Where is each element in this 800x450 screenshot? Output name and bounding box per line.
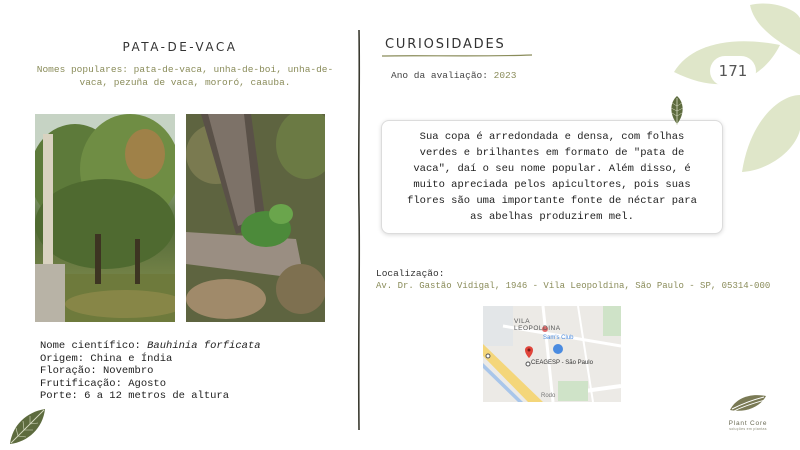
popular-names: Nomes populares: pata-de-vaca, unha-de-boi, unha-de-vaca, pezuña de vaca, mororó, caauba. bbox=[36, 64, 334, 88]
leaf-icon bbox=[668, 96, 686, 126]
decorative-leaves bbox=[670, 0, 800, 180]
tree-number-badge: 171 bbox=[710, 56, 756, 86]
curiosities-title: CURIOSIDADES bbox=[385, 37, 506, 52]
map-pin-label: CEAGESP - São Paulo bbox=[531, 360, 593, 366]
trunk-photo bbox=[186, 114, 325, 322]
curiosity-text: Sua copa é arredondada e densa, com folhas verdes e brilhantes em formato de "pata de vaca", daí o seu nome popular. Além disso, é muito apreciada pelos apicultores, pois suas flores são uma importante fonte de néctar para as abelhas produzirem mel. bbox=[407, 131, 697, 223]
flowering: Floração: Novembro bbox=[40, 365, 154, 377]
plant-title: PATA-DE-VACA bbox=[122, 40, 238, 54]
evaluation-year bbox=[391, 70, 516, 81]
location-map[interactable] bbox=[483, 306, 621, 402]
logo-name: Plant Core bbox=[728, 420, 768, 427]
scientific-name-value: Bauhinia forficata bbox=[147, 340, 261, 352]
origin: Origem: China e Índia bbox=[40, 352, 173, 365]
map-store-label: Sam's Club bbox=[543, 335, 574, 341]
tree-photo-illustration bbox=[35, 114, 175, 322]
vertical-divider bbox=[355, 30, 363, 430]
map-road-label: Rodo bbox=[541, 393, 556, 399]
scientific-name-label: Nome científico: bbox=[40, 340, 148, 352]
scientific-name bbox=[40, 340, 261, 353]
logo-tagline: soluções em plantas bbox=[729, 427, 767, 431]
title-underline bbox=[382, 52, 532, 60]
tree-size: Porte: 6 a 12 metros de altura bbox=[40, 390, 230, 402]
trunk-photo-illustration bbox=[186, 114, 325, 322]
plant-core-logo bbox=[718, 392, 778, 431]
location-address: Av. Dr. Gastão Vidigal, 1946 - Vila Leopoldina, São Paulo - SP, 05314-000 bbox=[376, 281, 771, 291]
plant-details bbox=[40, 340, 261, 403]
map-graphic bbox=[483, 306, 621, 402]
evaluation-year-label: Ano da avaliação: bbox=[391, 70, 494, 81]
evaluation-year-value: 2023 bbox=[493, 70, 517, 81]
fruiting: Frutificação: Agosto bbox=[40, 377, 167, 390]
location-label: Localização: bbox=[376, 268, 445, 279]
map-district-label-1: VILA bbox=[514, 318, 531, 325]
logo-leaf-icon bbox=[728, 392, 768, 414]
tree-photo bbox=[35, 114, 175, 322]
map-district-label-2: LEOPOLDINA bbox=[514, 325, 561, 332]
bottom-leaf-icon bbox=[8, 406, 48, 446]
